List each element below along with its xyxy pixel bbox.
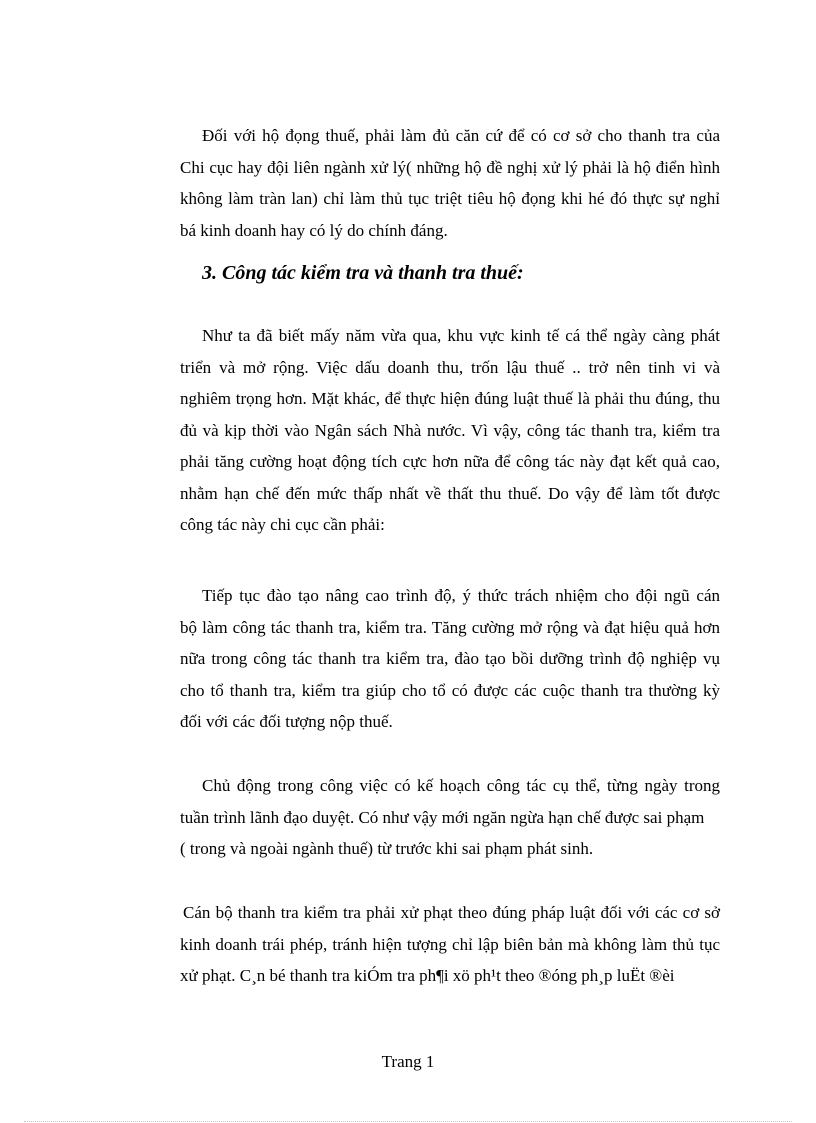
paragraph-line: triển và mở rộng. Việc dấu doanh thu, trốn lậu thuế .. trở nên tinh vi và <box>180 357 720 377</box>
paragraph-line: ( trong và ngoài ngành thuế) từ trước khi sai phạm phát sinh. <box>180 839 594 858</box>
paragraph-line: đủ và kịp thời vào Ngân sách Nhà nước. Vì vậy, công tác thanh tra, kiểm tra <box>180 420 720 440</box>
paragraph-planning <box>180 770 720 865</box>
paragraph-line: không làm tràn lan) chỉ làm thủ tục triệt tiêu hộ đọng khi hé đó thực sự nghỉ <box>180 189 720 208</box>
paragraph-training <box>180 580 720 738</box>
paragraph-line: Chi cục hay đội liên ngành xử lý( những hộ đề nghị xử lý phải là hộ điển hình <box>180 157 720 177</box>
section-heading: 3. Công tác kiểm tra và thanh tra thuế: <box>202 262 524 284</box>
paragraph-context <box>180 320 720 541</box>
paragraph-line: Chủ động trong công việc có kế hoạch công tác cụ thể, từng ngày trong <box>202 776 720 795</box>
paragraph-line: kinh doanh trái phép, tránh hiện tượng chỉ lập biên bản mà không làm thủ tục <box>180 934 720 954</box>
paragraph-line: bộ làm công tác thanh tra, kiểm tra. Tăng cường mở rộng và đạt hiệu quả hơn <box>180 617 720 637</box>
paragraph-line: công tác này chi cục cần phải: <box>180 515 385 534</box>
page-bottom-divider <box>24 1121 792 1122</box>
paragraph-line: nữa trong công tác thanh tra kiểm tra, đào tạo bồi dưỡng trình độ nghiệp vụ <box>180 649 720 668</box>
paragraph-line-garbled: xử phạt. C¸n bé thanh tra kiÓm tra ph¶i xö ph¹t theo ®óng ph¸p luËt ®èi <box>180 966 675 985</box>
paragraph-line: tuần trình lãnh đạo duyệt. Có như vậy mới ngăn ngừa hạn chế được sai phạm <box>180 807 705 827</box>
paragraph-line: Đối với hộ đọng thuế, phải làm đủ căn cứ để có cơ sở cho thanh tra của <box>202 126 720 145</box>
paragraph-line: nghiêm trọng hơn. Mặt khác, để thực hiện đúng luật thuế là phải thu đúng, thu <box>180 389 720 408</box>
paragraph-penalties <box>180 897 720 992</box>
paragraph-line: Tiếp tục đào tạo nâng cao trình độ, ý thức trách nhiệm cho đội ngũ cán <box>202 586 720 605</box>
paragraph-line: cho tổ thanh tra, kiểm tra giúp cho tổ có được các cuộc thanh tra thường kỳ <box>180 680 720 700</box>
paragraph-tax-arrears <box>180 120 720 246</box>
paragraph-line: phải tăng cường hoạt động tích cực hơn nữa để công tác này đạt kết quả cao, <box>180 452 720 471</box>
paragraph-line: đối với các đối tượng nộp thuế. <box>180 712 393 731</box>
paragraph-line: Như ta đã biết mấy năm vừa qua, khu vực kinh tế cá thể ngày càng phát <box>202 326 720 345</box>
paragraph-line: bá kinh doanh hay có lý do chính đáng. <box>180 220 448 240</box>
paragraph-line: Cán bộ thanh tra kiểm tra phải xử phạt theo đúng pháp luật đối với các cơ sở <box>183 903 720 922</box>
paragraph-line: nhằm hạn chế đến mức thấp nhất về thất thu thuế. Do vậy để làm tốt được <box>180 483 720 503</box>
page-number: Trang 1 <box>381 1052 435 1071</box>
